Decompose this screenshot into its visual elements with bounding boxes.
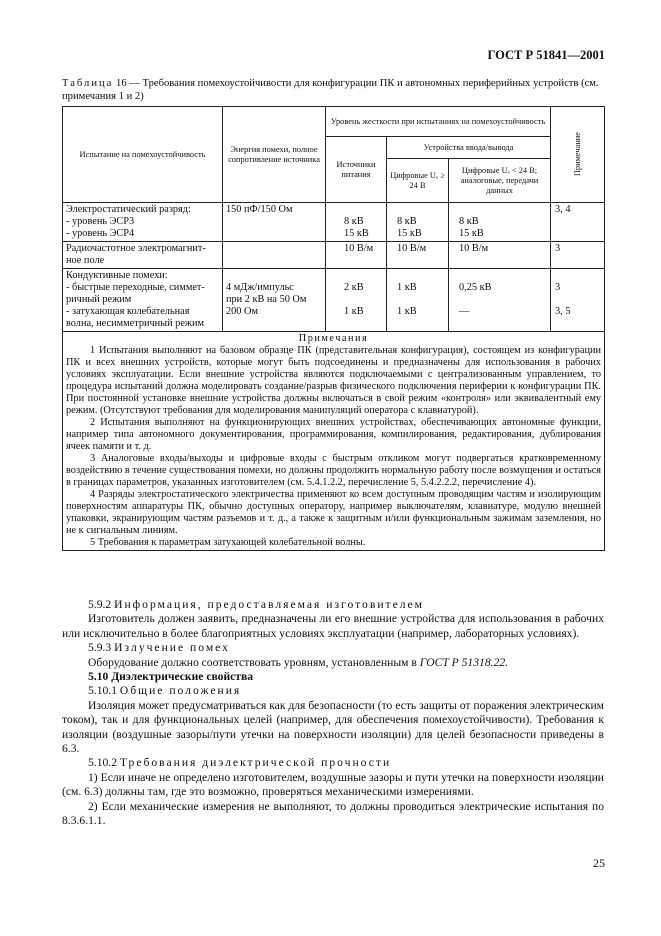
cell-test-line: Электростатический разряд:	[66, 204, 191, 215]
cell-digital-line	[397, 270, 445, 282]
cell-test	[63, 269, 223, 332]
cell-analog	[449, 242, 551, 269]
cell-energy-line: 150 пФ/150 Ом	[226, 204, 293, 215]
section-5-10-heading: 5.10 Диэлектрические свойства	[88, 670, 254, 684]
cell-digital	[387, 203, 449, 242]
table-row	[63, 242, 605, 269]
column-header-note-text: Примечание	[572, 132, 582, 177]
column-header-digital: Цифровые Uₑ ≥ 24 В	[387, 159, 449, 203]
section-title: Информация, предоставляемая изготовителем	[114, 598, 425, 611]
table-caption	[62, 77, 602, 103]
section-5-10-1-heading	[62, 684, 604, 698]
column-header-power: Источники питания	[326, 137, 387, 203]
cell-analog-line	[459, 318, 547, 330]
cell-test-line: волна, несимметричный режим	[66, 318, 205, 329]
cell-power-line	[344, 294, 383, 306]
cell-power-line	[344, 204, 383, 216]
cell-analog	[449, 203, 551, 242]
cell-digital-line	[397, 204, 445, 216]
cell-test-line: Кондуктивные помехи:	[66, 270, 168, 281]
note-3: 3 Аналоговые входы/выходы и цифровые входы с быстрым откликом могут подвергаться кратковременному воздействию в течение существования помехи, но должны продолжить нормальную работу после возмущения и остаться в границах параметров, указанных изготовителем (см. 5.4.1.2.2, перечисление 5, 5.4.2.2.2, перечисление 4).	[66, 453, 602, 488]
cell-test	[63, 242, 223, 269]
table-caption-text: 16 — Требования помехоустойчивости для конфигурации ПК и автономных периферийных устройств (см. примечания 1 и 2)	[62, 78, 599, 102]
cell-energy-line	[226, 216, 322, 228]
cell-energy-line	[226, 255, 322, 267]
note-1: 1 Испытания выполняют на базовом образце ПК (представительная конфигурация), состоящем из конфигурации ПК и всех внешних устройств, которые могут быть подсоединены и предназначены для использования в рабочих условиях эксплуатации. Если внешние устройства являются подключаемыми с централизованным управлением, то процедура испытаний должна моделировать создание/разрыв физического подключения периферии к конфигурации ПК. При постоянной установке внешние устройства должны включаться в свой режим «контроля» или эквивалентный ему режим. (Отсутствуют требования для моделирования манипуляций оператора с клавиатурой).	[66, 345, 602, 416]
cell-note-line	[555, 318, 601, 330]
cell-digital	[387, 269, 449, 332]
cell-note-line: 3	[555, 282, 561, 293]
table-row	[63, 269, 605, 332]
cell-energy-line	[226, 270, 322, 282]
section-5-9-2-heading	[62, 598, 604, 612]
cell-analog	[449, 269, 551, 332]
cell-test-line: - быстрые переходные, симмет-	[66, 282, 205, 293]
cell-digital-line	[397, 255, 445, 267]
cell-note-line	[555, 255, 601, 267]
cell-energy	[223, 203, 326, 242]
section-number: 5.10.2	[88, 756, 117, 770]
cell-test-line: - уровень ЭСР4	[66, 228, 135, 239]
cell-power-line	[344, 270, 383, 282]
notes-heading: Примечания	[298, 333, 369, 344]
section-5-10-2-item-1: 1) Если иначе не определено изготовителем, воздушные зазоры и пути утечки на поверхности изоляции (см. 6.3) должны там, где это возможно, проверяться механическими измерениями.	[62, 770, 604, 799]
standard-reference: ГОСТ Р 51318.22.	[419, 655, 509, 669]
cell-digital-line: 10 В/м	[397, 243, 427, 254]
cell-digital-line: 1 кВ	[397, 306, 417, 317]
section-number: 5.9.3	[88, 641, 112, 655]
cell-power	[326, 203, 387, 242]
table-caption-label: Таблица	[62, 78, 114, 89]
section-5-9-3-heading	[62, 641, 604, 655]
cell-power-line	[344, 318, 383, 330]
cell-test-line: Радиочастотное электромагнит-	[66, 243, 206, 254]
cell-power-line: 8 кВ	[344, 216, 364, 227]
note-5: 5 Требования к параметрам затухающей колебательной волны.	[90, 537, 366, 548]
cell-power-line: 2 кВ	[344, 282, 364, 293]
column-header-level: Уровень жесткости при испытаниях на помехоустойчивость	[326, 107, 551, 137]
cell-energy-line: при 2 кВ на 50 Ом	[226, 294, 307, 305]
section-5-10-2-item-2: 2) Если механические измерения не выполняют, то должны проводиться электрические испытания по 8.3.6.1.1.	[62, 799, 604, 828]
cell-digital	[387, 242, 449, 269]
cell-digital-line	[397, 294, 445, 306]
table-notes	[63, 332, 605, 551]
cell-power-line: 10 В/м	[344, 243, 374, 254]
cell-test-line: - затухающая колебательная	[66, 306, 190, 317]
cell-note-line	[555, 294, 601, 306]
cell-analog-line	[459, 204, 547, 216]
cell-energy-line: 200 Ом	[226, 306, 258, 317]
cell-test	[63, 203, 223, 242]
document-id: ГОСТ Р 51841—2001	[487, 48, 605, 62]
cell-analog-line	[459, 294, 547, 306]
column-header-energy: Энергия помехи, полное сопротивление источника	[223, 107, 326, 203]
cell-analog-line: 8 кВ	[459, 216, 479, 227]
cell-test-line: - уровень ЭСР3	[66, 216, 135, 227]
cell-note-line	[555, 228, 601, 240]
cell-note-line: 3	[555, 243, 561, 254]
table-body	[63, 203, 605, 332]
cell-energy-line: 4 мДж/импульс	[226, 282, 294, 293]
table-row	[63, 203, 605, 242]
cell-power-line	[344, 255, 383, 267]
cell-energy-line	[226, 228, 322, 240]
cell-test-line: ричный режим	[66, 294, 132, 305]
cell-note	[551, 242, 605, 269]
section-5-10-1-text: Изоляция может предусматриваться как для безопасности (то есть защиты от поражения электрическим током), так и для функциональных целей (например, для обеспечения помехоустойчивости). Требования к изоляции (воздушные зазоры/пути утечки на поверхности изоляции) для целей безопасности приведены в 6.3.	[62, 698, 604, 756]
cell-note-line	[555, 270, 601, 282]
section-title: Излучение помех	[114, 641, 230, 655]
note-4: 4 Разряды электростатического электричества применяют ко всем доступным проводящим частям и изолирующим поверхностям аппаратуры ПК, обычно доступных оператору, например выключателям, клавиатуре, модулю внешней упаковки, экранирующим частям разъемов и т. д., а также к защитным и/или функциональным зажимам заземления, но не к сигнальным линиям.	[66, 489, 602, 536]
note-2: 2 Испытания выполняют на функционирующих внешних устройствах, обеспечивающих автономные функции, например типа автономного документирования, программирования, компилирования, редактирования, дублирования ячеек памяти и т. д.	[66, 417, 602, 452]
cell-note	[551, 269, 605, 332]
column-header-test: Испытание на помехоустойчивость	[63, 107, 223, 203]
section-text: Оборудование должно соответствовать уровням, установленным в	[88, 655, 420, 669]
cell-analog-line: —	[459, 306, 470, 317]
page-number: 25	[593, 856, 605, 870]
section-number: 5.9.2	[88, 598, 112, 611]
section-5-10-2-heading	[62, 756, 604, 770]
cell-digital-line: 15 кВ	[397, 228, 422, 239]
cell-analog-line: 10 В/м	[459, 243, 489, 254]
section-5-9-2-text: Изготовитель должен заявить, предназначены ли его внешние устройства для использования в рабочих или исключительно в более благоприятных условиях эксплуатации (например, лабораторных условиях).	[62, 612, 604, 640]
column-header-analog: Цифровые Uₑ < 24 В; аналоговые, передачи данных	[449, 159, 551, 203]
cell-note	[551, 203, 605, 242]
cell-digital-line: 8 кВ	[397, 216, 417, 227]
cell-note-line	[555, 216, 601, 228]
cell-power-line: 1 кВ	[344, 306, 364, 317]
cell-digital-line: 1 кВ	[397, 282, 417, 293]
cell-power	[326, 242, 387, 269]
cell-analog-line: 0,25 кВ	[459, 282, 492, 293]
cell-power-line: 15 кВ	[344, 228, 369, 239]
cell-note-line: 3, 4	[555, 204, 571, 215]
immunity-requirements-table	[62, 106, 605, 551]
document-body	[62, 598, 604, 829]
cell-energy-line	[226, 318, 322, 330]
cell-power	[326, 269, 387, 332]
cell-test-line: ное поле	[66, 255, 105, 266]
section-title: Общие положения	[119, 684, 242, 698]
cell-energy	[223, 269, 326, 332]
cell-analog-line	[459, 270, 547, 282]
cell-note-line: 3, 5	[555, 306, 571, 317]
cell-analog-line	[459, 255, 547, 267]
cell-energy	[223, 242, 326, 269]
cell-energy-line	[226, 243, 322, 255]
cell-digital-line	[397, 318, 445, 330]
column-header-io: Устройства ввода/вывода	[387, 137, 551, 159]
cell-analog-line: 15 кВ	[459, 228, 484, 239]
column-header-note	[551, 107, 605, 203]
section-5-9-3-text	[62, 656, 604, 670]
section-number: 5.10.1	[88, 684, 117, 698]
section-title: Требования диэлектрической прочности	[119, 756, 392, 770]
